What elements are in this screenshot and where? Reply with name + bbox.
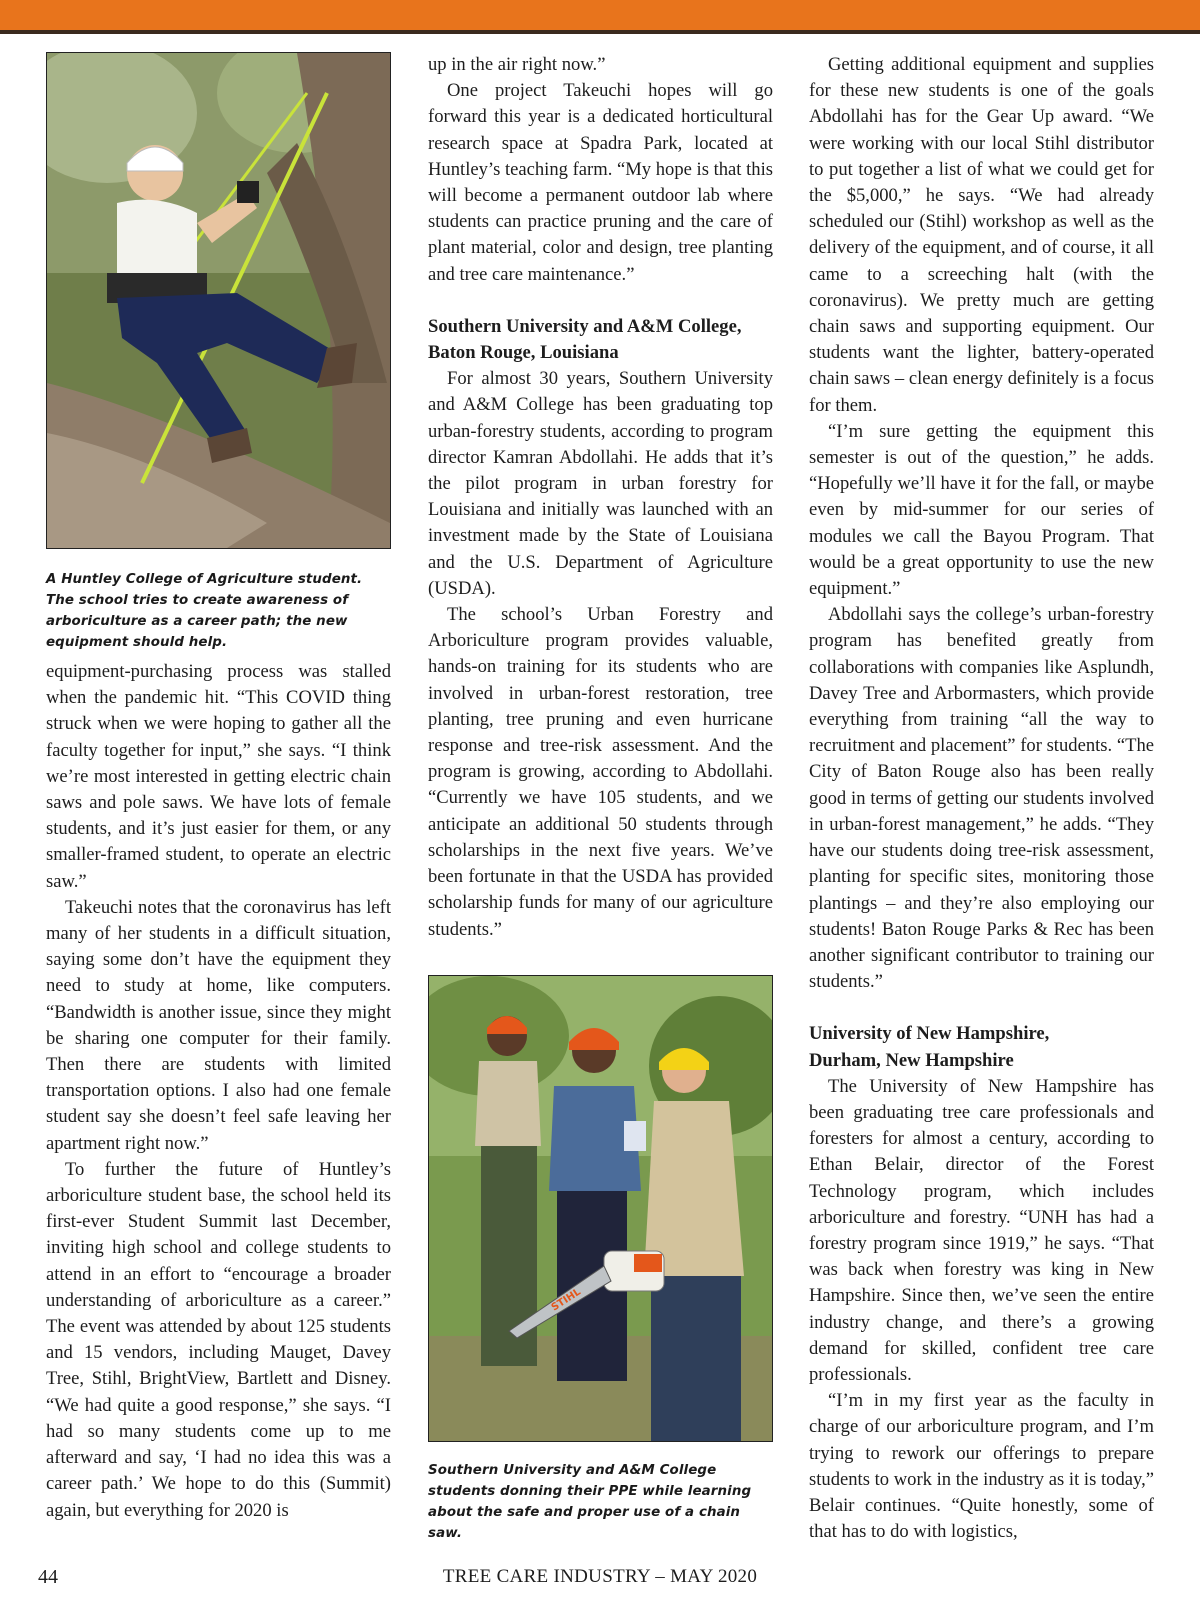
col3-paragraph-4: The University of New Hampshire has been graduating tree care professionals and foresters for almost a century, according to Ethan Belair, director of the Forest Technology program, which includes arboriculture and forestry. “UNH has had a forestry program since 1919,” he says. “That was back when forestry was king in New Hampshire. Since then, we’ve seen the entire industry change, and there’s a growing demand for skilled, confident tree care professionals. [809, 1075, 1154, 1385]
col2-paragraph-3: The school’s Urban Forestry and Arboriculture program provides valuable, hands-on training for its students who are involved in urban-forest restoration, tree planting, tree pruning and even hurricane response and tree-risk assessment. And the program is growing, according to Abdollahi. “Currently we have 105 students, and we anticipate an additional 50 students through scholarships in the next five years. We’ve been fortunate in that the USDA has provided scholarship funds for many of our agriculture students.” [428, 604, 773, 940]
col1-paragraph-1: equipment-purchasing process was stalled when the pandemic hit. “This COVID thing struck when we were hoping to gather all the faculty together for input,” she says. “I think we’re most interested in getting electric chain saws and pole saws. We have lots of female students, and it’s just easier for them, or any smaller-framed student, to operate an electric saw.” [46, 661, 391, 892]
chainsaw-lesson-image [429, 976, 772, 1441]
col2-paragraph-1: One project Takeuchi hopes will go forward this year is a dedicated horticultural research space at Spadra Park, located at Huntley’s teaching farm. “My hope is that this will become a permanent outdoor lab where students can practice pruning and the care of plant material, color and design, tree planting and tree care maintenance.” [428, 80, 773, 285]
chainsaw-photo [428, 975, 773, 1442]
col2-paragraph-0: up in the air right now.” [428, 54, 606, 75]
header-rule [0, 30, 1200, 34]
chainsaw-photo-caption: Southern University and A&M College students donning their PPE while learning about the safe and proper use of a chain saw. [428, 1463, 752, 1541]
column-1 [46, 52, 391, 1524]
col1-paragraph-3: To further the future of Huntley’s arboriculture student base, the school held its first-ever Student Summit last December, inviting high school and college students to attend in an effort to “encourage a broader understanding of arboriculture as a career.” The event was attended by about 125 students and 15 vendors, including Mauget, Davey Tree, Stihl, BrightView, Bartlett and Disney. “We had quite a good response,” she says. “I had so many students come up to me afterward and say, ‘I had no idea this was a career path.’ We hope to do this (Summit) again, but everything for 2020 is [46, 1158, 391, 1521]
col3-paragraph-1: Getting additional equipment and supplies for these new students is one of the goals Abdollahi has for the Gear Up award. “We were working with our local Stihl distributor to put together a list of what we could get for the $5,000,” he says. “We had already scheduled our (Stihl) workshop as well as the delivery of the equipment, and of course, it all came to a screeching halt (with the coronavirus). We pretty much are getting chain saws and supporting equipment. Our students want the lighter, battery-operated chain saws – clean energy definitely is a focus for them. [809, 54, 1154, 416]
section-heading-southern-line1: Southern University and A&M College, [428, 315, 742, 337]
header-color-bar [0, 0, 1200, 30]
magazine-footer: TREE CARE INDUSTRY – MAY 2020 [442, 1566, 758, 1587]
tree-climber-image [47, 53, 390, 548]
col3-paragraph-5: “I’m in my first year as the faculty in charge of our arboriculture program, and I’m trying to rework our offerings to prepare students to work in the industry as it is today,” Belair continues. “Quite honestly, some of that has to do with logistics, [809, 1390, 1154, 1543]
saw-brand-label: STIHL [549, 1286, 583, 1314]
column-3 [809, 52, 1154, 1545]
col2-paragraph-2: For almost 30 years, Southern University and A&M College has been graduating top urban-forestry students, according to program director Kamran Abdollahi. He adds that it’s the pilot program in urban forestry for Louisiana and initially was launched with an investment made by the State of Louisiana and the U.S. Department of Agriculture (USDA). [428, 368, 773, 599]
climber-photo [46, 52, 391, 549]
climber-photo-caption: A Huntley College of Agriculture student. The school tries to create awareness of arboriculture as a career path; the new equipment should help. [46, 572, 363, 650]
section-heading-unh-line1: University of New Hampshire, [809, 1023, 1050, 1045]
col3-paragraph-2: “I’m sure getting the equipment this semester is out of the question,” he adds. “Hopefully we’ll have it for the fall, or maybe even by mid-summer for our series of modules we call the Bayou Program. That would be a great opportunity to use the new equipment.” [809, 420, 1154, 600]
page-number: 44 [38, 1566, 58, 1588]
section-heading-southern-line2: Baton Rouge, Louisiana [428, 342, 619, 364]
column-2 [428, 52, 773, 943]
section-heading-unh-line2: Durham, New Hampshire [809, 1049, 1014, 1071]
col1-paragraph-2: Takeuchi notes that the coronavirus has left many of her students in a difficult situation, saying some don’t have the equipment they need to study at home, like computers. “Bandwidth is another issue, since they might be sharing one computer for their family. Then there are students with limited transportation options. I also had one female student say she doesn’t feel safe leaving her apartment right now.” [46, 896, 391, 1154]
col3-paragraph-3: Abdollahi says the college’s urban-forestry program has benefited greatly from collaborations with companies like Asplundh, Davey Tree and Arbormasters, which provide everything from training “all the way to recruitment and placement” for students. “The City of Baton Rouge also has been really good in terms of getting our students involved in urban-forest management,” he adds. “They have our students doing tree-risk assessment, planting for specific sites, monitoring those plantings – and they’re also employing our students! Baton Rouge Parks & Rec has been another significant contributor to training our students.” [809, 604, 1154, 993]
